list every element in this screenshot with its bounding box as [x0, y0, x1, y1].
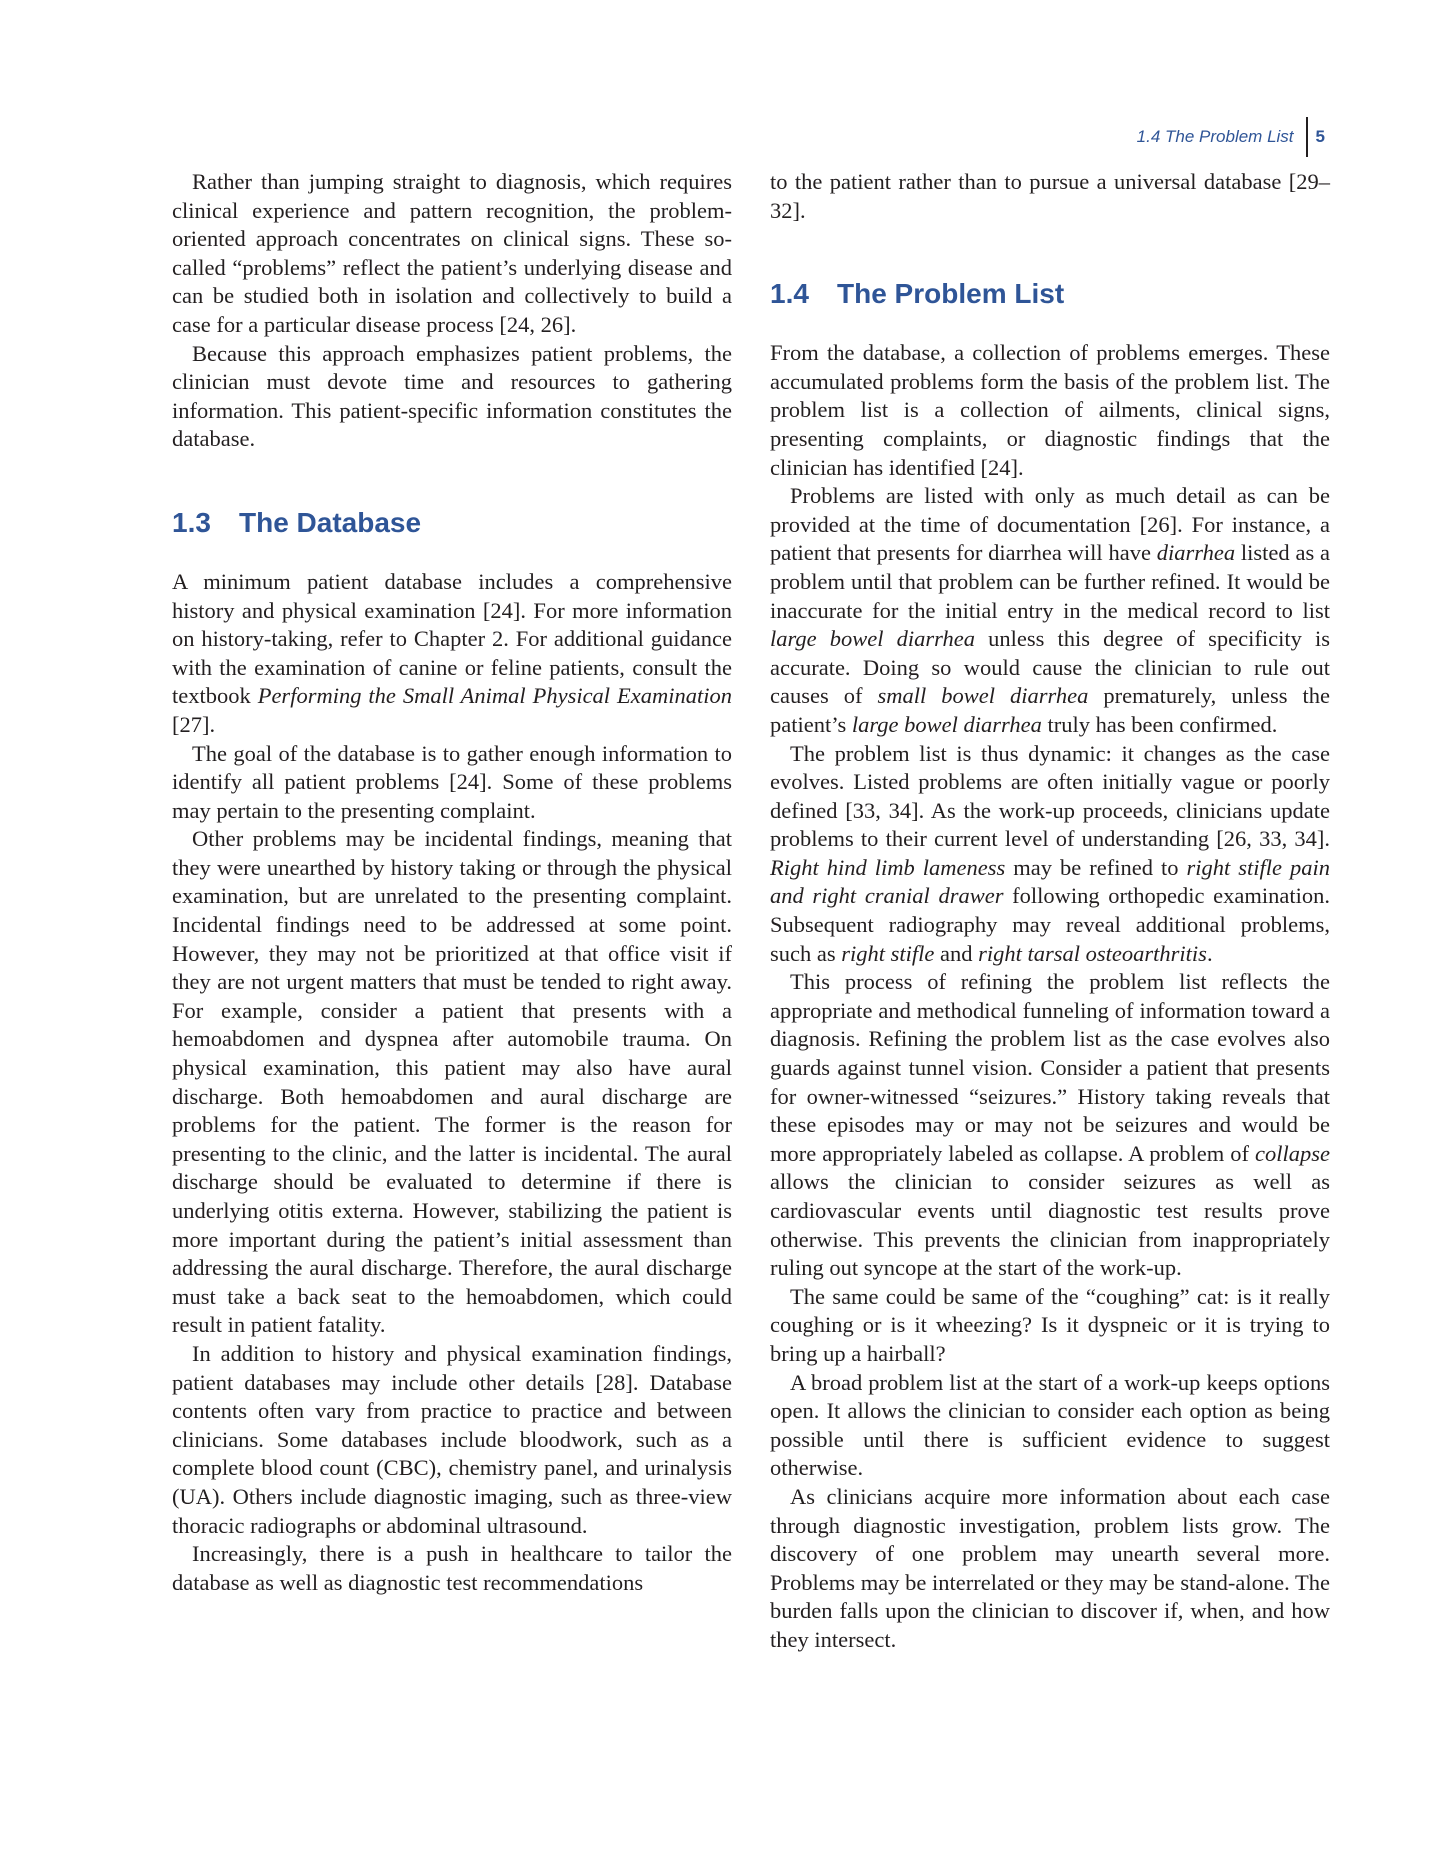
paragraph: Other problems may be incidental findings, meaning that they were unearthed by history taking or through the physical examination, but are unrelated to the presenting complaint. Incidental findings need to be addressed at some point. However, they may not be prioritized at that office visit if they are not urgent matters that must be tended to right away. For example, consider a patient that presents with a hemoabdomen and dyspnea after automobile trauma. On physical examination, this patient may also have aural discharge. Both hemoabdomen and aural discharge are problems for the patient. The former is the reason for presenting to the clinic, and the latter is incidental. The aural discharge should be evaluated to determine if there is underlying otitis externa. However, stabilizing the patient is more important during the patient’s initial assessment than addressing the aural discharge. Therefore, the aural discharge must take a back seat to the hemoabdomen, which could result in patient fatality. [172, 826, 732, 1338]
right-column [770, 168, 1330, 1655]
paragraph: A minimum patient database includes a comprehensive history and physical examination [24]. For more information on history-taking, refer to Chapter 2. For additional guidance with the examination of canine or feline patients, consult the textbook Performing the Small Animal Physical Examination [27]. [172, 568, 732, 737]
paragraph: In addition to history and physical examination findings, patient databases may include other details [28]. Database contents often vary from practice to practice and between clinicians. Some databases include bloodwork, such as a complete blood count (CBC), chemistry panel, and urinalysis (UA). Others include diagnostic imaging, such as three-view thoracic radiographs or abdominal ultrasound. [172, 1340, 732, 1538]
section-title: The Problem List [837, 278, 1065, 310]
running-head-rule [1306, 117, 1308, 157]
paragraph: A broad problem list at the start of a work-up keeps options open. It allows the clinician to consider each option as being possible until there is sufficient evidence to suggest otherwise. [770, 1369, 1330, 1481]
left-column [172, 168, 732, 1597]
paragraph: Rather than jumping straight to diagnosis, which requires clinical experience and pattern recognition, the problem-oriented approach concentrates on clinical signs. These so-called “problems” reflect the patient’s underlying disease and can be studied both in isolation and collectively to build a case for a particular disease process [24, 26]. [172, 169, 732, 337]
running-head [1137, 117, 1325, 157]
book-title: Performing the Small Animal Physical Examination [257, 683, 732, 709]
paragraph: The goal of the database is to gather enough information to identify all patient problems [24]. Some of these problems may pertain to the presenting complaint. [172, 740, 732, 823]
section-title: The Database [239, 506, 422, 538]
paragraph: From the database, a collection of problems emerges. These accumulated problems form the basis of the problem list. The problem list is a collection of ailments, clinical signs, presenting complaints, or diagnostic findings that the clinician has identified [24]. [770, 340, 1330, 480]
paragraph: The problem list is thus dynamic: it changes as the case evolves. Listed problems are often initially vague or poorly defined [33, 34]. As the work-up proceeds, clinicians update problems to their current level of understanding [26, 33, 34]. Right hind limb lameness may be refined to right stifle pain and right cranial drawer following orthopedic examination. Subsequent radiography may reveal additional problems, such as right stifle and right tarsal osteoarthritis. [770, 740, 1331, 966]
section-heading-database [172, 506, 732, 540]
running-head-section: 1.4 The Problem List [1136, 127, 1294, 146]
paragraph: to the patient rather than to pursue a universal database [29–32]. [770, 169, 1330, 223]
section-number: 1.3 [172, 506, 211, 538]
paragraph: Because this approach emphasizes patient problems, the clinician must devote time and resources to gathering information. This patient-specific information constitutes the database. [172, 340, 732, 452]
paragraph: This process of refining the problem list reflects the appropriate and methodical funneling of information toward a diagnosis. Refining the problem list as the case evolves also guards against tunnel vision. Consider a patient that presents for owner-witnessed “seizures.” History taking reveals that these episodes may or may not be seizures and would be more appropriately labeled as collapse. A problem of collapse allows the clinician to consider seizures as well as cardiovascular events until diagnostic test results prove otherwise. This prevents the clinician from inappropriately ruling out syncope at the start of the work-up. [770, 969, 1330, 1281]
paragraph: Increasingly, there is a push in healthcare to tailor the database as well as diagnostic test recommendations [172, 1541, 732, 1595]
paragraph: The same could be same of the “coughing” cat: is it really coughing or is it wheezing? Is it dyspneic or it is trying to bring up a hairball? [770, 1283, 1330, 1366]
section-number: 1.4 [770, 278, 809, 310]
section-heading-problem-list [770, 277, 1330, 311]
paragraph: Problems are listed with only as much detail as can be provided at the time of documentation [26]. For instance, a patient that presents for diarrhea will have diarrhea listed as a problem until that problem can be further refined. It would be inaccurate for the initial entry in the medical record to list large bowel diarrhea unless this degree of specificity is accurate. Doing so would cause the clinician to rule out causes of small bowel diarrhea prematurely, unless the patient’s large bowel diarrhea truly has been confirmed. [770, 483, 1330, 737]
paragraph: As clinicians acquire more information about each case through diagnostic investigation, problem lists grow. The discovery of one problem may unearth several more. Problems may be interrelated or they may be stand-alone. The burden falls upon the clinician to discover if, when, and how they intersect. [770, 1483, 1330, 1652]
page-number: 5 [1315, 127, 1325, 146]
